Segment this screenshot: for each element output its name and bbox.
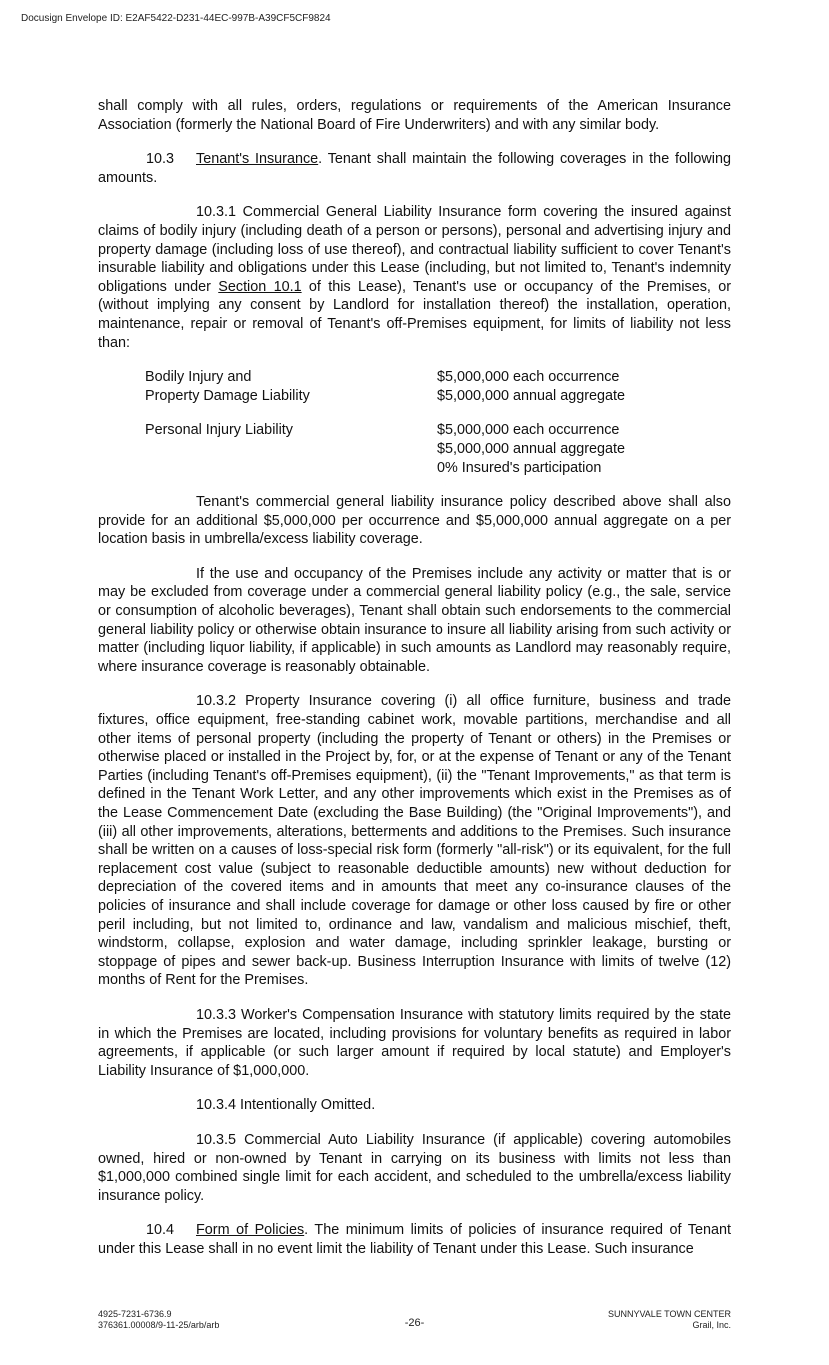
document-body (98, 97, 731, 1274)
table-row (145, 387, 625, 406)
table-row (145, 459, 625, 478)
docusign-envelope-id: Docusign Envelope ID: E2AF5422-D231-44EC-997B-A39CF5CF9824 (21, 13, 331, 24)
limit-value: $5,000,000 each occurrence (437, 422, 620, 439)
paragraph-umbrella: Tenant's commercial general liability insurance policy described above shall also provide for an additional $5,000,000 per occurrence and $5,000,000 annual aggregate on a per location basis in umbrella/excess liability coverage. (98, 494, 731, 548)
section-title: Tenant's Insurance (196, 151, 319, 168)
limit-label: Personal Injury Liability (145, 422, 293, 439)
section-10-3-5: 10.3.5 Commercial Auto Liability Insurance (if applicable) covering automobiles owned, hired or non-owned by Tenant in carrying on its business with limits not less than $1,000,000 combined single limit for each accident, and scheduled to the umbrella/excess liability insurance policy. (98, 1131, 731, 1204)
section-10-3 (98, 150, 731, 187)
limit-value: $5,000,000 each occurrence (437, 369, 620, 386)
section-10-3-4: 10.3.4 Intentionally Omitted. (196, 1097, 376, 1114)
table-spacer (145, 405, 625, 421)
table-row (145, 368, 625, 387)
section-number: 10.3 (146, 151, 175, 168)
section-text-part-a: 10.3.1 Commercial General Liability Insurance form covering the insured against claims of bodily injury (including death of a person or persons), personal and advertising injury and property damage (including loss of use thereof), and contractual liability sufficient to cover Tenant's insurable liability and obligations under this Lease (including, but not limited to, Tenant's indemnity obligations under (98, 204, 731, 295)
liability-limits-table (145, 368, 625, 477)
footer-property-name: SUNNYVALE TOWN CENTER (607, 1309, 731, 1319)
section-10-4 (98, 1221, 731, 1258)
section-10-3-1 (98, 203, 731, 352)
section-text: . The minimum limits of policies of insurance required of Tenant under this Lease shall in no event limit the liability of Tenant under this Lease. Such insurance (98, 1222, 731, 1257)
section-text-part-b: of this Lease), Tenant's use or occupancy of the Premises, or (without implying any consent by Landlord for installation thereof) the installation, operation, maintenance, repair or removal of Tenant's off-Premises equipment, for limits of liability not less than: (98, 278, 732, 351)
limit-value: 0% Insured's participation (437, 459, 602, 476)
footer-property (608, 1309, 731, 1331)
section-reference-link: Section 10.1 (218, 278, 302, 295)
limit-label: Property Damage Liability (145, 387, 310, 404)
table-row (145, 421, 625, 440)
page-number: -26- (404, 1317, 425, 1329)
section-text: . Tenant shall maintain the following coverages in the following amounts. (98, 151, 731, 186)
paragraph-intro: shall comply with all rules, orders, regulations or requirements of the American Insurance Association (formerly the National Board of Fire Underwriters) and with any similar body. (98, 98, 731, 133)
section-number: 10.4 (146, 1222, 175, 1239)
section-10-3-3: 10.3.3 Worker's Compensation Insurance with statutory limits required by the state in which the Premises are located, including provisions for voluntary benefits as required in labor agreements, if applicable (or such larger amount if required by local statute) and Employer's Liability Insurance of $1,000,000. (98, 1006, 731, 1079)
section-10-3-2: 10.3.2 Property Insurance covering (i) all office furniture, business and trade fixtures, office equipment, free-standing cabinet work, movable partitions, merchandise and all other items of personal property (including the property of Tenant or others) in the Premises or otherwise placed or installed in the Project by, for, or at the expense of Tenant or any of the Tenant Parties (including Tenant's off-Premises equipment), (ii) the "Tenant Improvements," as that term is defined in the Tenant Work Letter, and any other improvements which exist in the Premises as of the Lease Commencement Date (excluding the Base Building) (the "Original Improvements"), and (iii) all other improvements, alterations, betterments and additions to the Premises. Such insurance shall be written on a causes of loss-special risk form (formerly "all-risk") or its equivalent, for the full replacement cost value (subject to reasonable deductible amounts) new without deduction for depreciation of the covered items and in amounts that meet any co-insurance clauses of the policies of insurance and shall include coverage for damage or other loss caused by fire or other peril including, but not limited to, ordinance and law, vandalism and malicious mischief, theft, windstorm, collapse, explosion and water damage, including sprinkler leakage, bursting or stoppage of pipes and sewer back-up. Business Interruption Insurance with limits of twelve (12) months of Rent for the Premises. (98, 693, 731, 989)
limit-value: $5,000,000 annual aggregate (437, 387, 626, 404)
footer-doc-number: 4925-7231-6736.9 (98, 1309, 172, 1319)
paragraph-alcohol: If the use and occupancy of the Premises include any activity or matter that is or may be excluded from coverage under a commercial general liability policy (e.g., the sale, service or consumption of alcoholic beverages), Tenant shall obtain such endorsements to the commercial general liability policy or otherwise obtain insurance to insure all liability arising from such activity or matter (including liquor liability, if applicable) in such amounts as Landlord may reasonably require, where insurance coverage is reasonably obtainable. (98, 565, 731, 675)
footer-tenant-name: Grail, Inc. (692, 1320, 731, 1330)
footer-matter-number: 376361.00008/9-11-25/arb/arb (98, 1320, 220, 1330)
limit-value: $5,000,000 annual aggregate (437, 440, 626, 457)
table-row (145, 440, 625, 459)
limit-label: Bodily Injury and (145, 369, 252, 386)
section-title: Form of Policies (196, 1222, 305, 1239)
